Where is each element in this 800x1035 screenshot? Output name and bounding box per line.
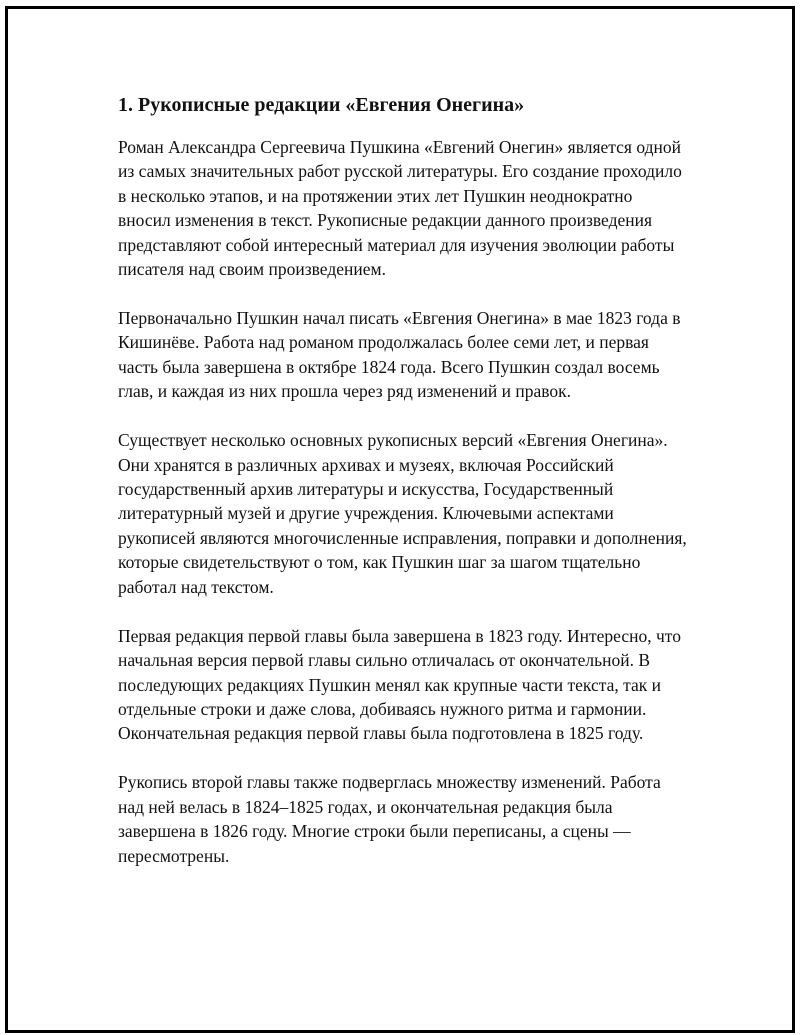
paragraph-first-chapter: Первая редакция первой главы была завершена в 1823 году. Интересно, что начальная версия первой главы сильно отличалась от окончательной. В последующих редакциях Пушкин менял как крупные части текста, так и отдельные строки и даже слова, добиваясь нужного ритма и гармонии. Окончательная редакция первой главы была подготовлена в 1825 году.: [118, 625, 681, 744]
paragraph-versions: Существует несколько основных рукописных версий «Евгения Онегина». Они хранятся в различных архивах и музеях, включая Российский государственный архив литературы и искусства, Государственный литературный музей и другие учреждения. Ключевыми аспектами рукописей являются многочисленные исправления, поправки и дополнения, которые свидетельствуют о том, как Пушкин шаг за шагом тщательно работал над текстом.: [118, 430, 687, 597]
section-heading: 1. Рукописные редакции «Евгения Онегина»: [118, 94, 525, 116]
paragraph-second-chapter: Рукопись второй главы также подверглась множеству изменений. Работа над ней велась в 1824–1825 годах, и окончательная редакция была завершена в 1826 году. Многие строки были переписаны, а сцены — пересмотрены.: [118, 772, 661, 866]
document-body: [118, 91, 688, 893]
paragraph-beginning: Первоначально Пушкин начал писать «Евгения Онегина» в мае 1823 года в Кишинёве. Работа над романом продолжалась более семи лет, и первая часть была завершена в октябре 1824 года. Всего Пушкин создал восемь глав, и каждая из них прошла через ряд изменений и правок.: [118, 308, 681, 402]
paragraph-intro: Роман Александра Сергеевича Пушкина «Евгений Онегин» является одной из самых значительных работ русской литературы. Его создание проходило в несколько этапов, и на протяжении этих лет Пушкин неоднократно вносил изменения в текст. Рукописные редакции данного произведения представляют собой интересный материал для изучения эволюции работы писателя над своим произведением.: [118, 137, 682, 280]
